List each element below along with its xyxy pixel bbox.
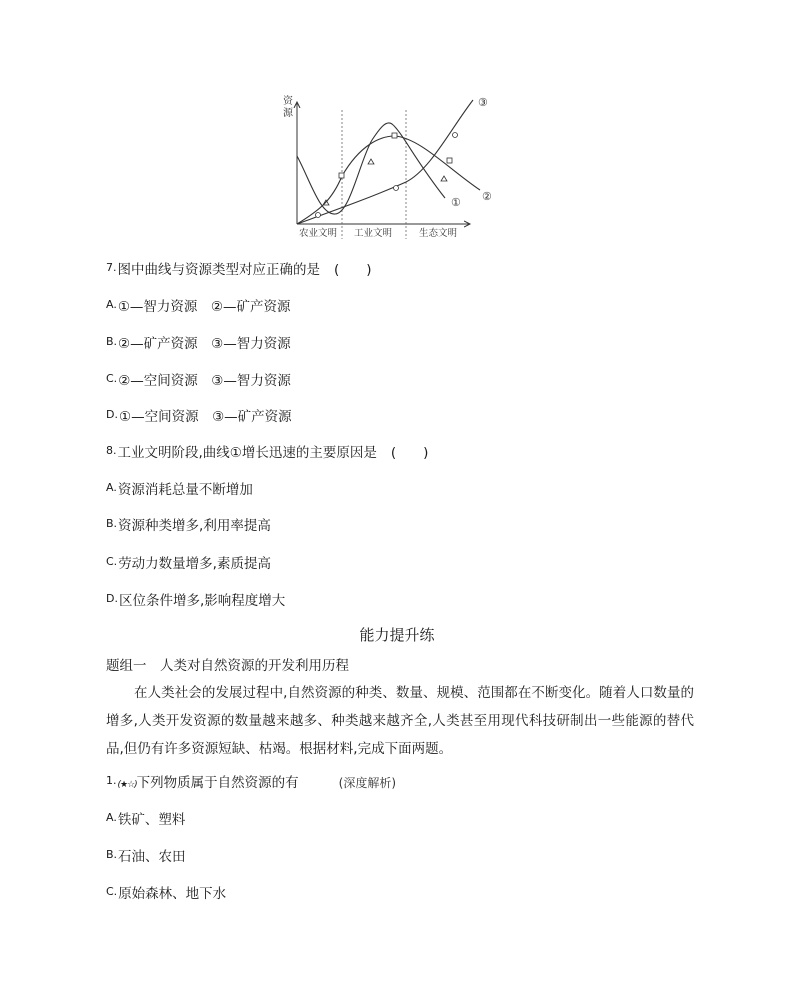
material-text: 在人类社会的发展过程中,自然资源的种类、数量、规模、范围都在不断变化。随着人口数量的增多,人类开发资源的数量越来越多、种类越来越齐全,人类甚至用现代科技研制出一些能源的替代品,但仍有许多资源短缺、枯竭。根据材料,完成下面两题。	[106, 685, 694, 757]
curve-2	[297, 136, 480, 224]
option-letter: C.	[106, 885, 118, 898]
option-letter: B.	[106, 848, 118, 861]
analysis-tag[interactable]: (深度解析)	[338, 776, 397, 790]
y-axis-label-2: 源	[283, 108, 293, 119]
question-text: 工业文明阶段,曲线①增长迅速的主要原因是	[117, 445, 377, 461]
option-text: 原始森林、地下水	[118, 886, 227, 902]
option-letter: A.	[106, 298, 117, 311]
answer-blank: ( )	[390, 445, 429, 461]
option-text: 区位条件增多,影响程度增大	[118, 593, 286, 609]
resource-curve-figure	[280, 90, 510, 250]
question-7-stem	[106, 259, 372, 279]
option-text: ②—矿产资源 ③—智力资源	[118, 336, 291, 352]
y-axis-label-1: 资	[283, 96, 293, 107]
q1-option-c[interactable]	[106, 883, 226, 903]
option-letter: D.	[106, 408, 118, 421]
resource-curve-svg	[280, 90, 510, 250]
option-text: ②—空间资源 ③—智力资源	[118, 373, 291, 389]
material-paragraph	[106, 679, 694, 763]
q1-option-a[interactable]	[106, 809, 185, 829]
q7-option-d[interactable]	[106, 406, 292, 426]
curve-label-2: ②	[482, 190, 492, 203]
q7-option-c[interactable]	[106, 370, 291, 390]
era-label-agriculture: 农业文明	[299, 228, 338, 239]
q7-option-a[interactable]	[106, 296, 291, 316]
q8-option-d[interactable]	[106, 590, 285, 610]
q7-option-b[interactable]	[106, 333, 291, 353]
question-number: 7.	[106, 261, 117, 274]
question-number: 1.	[106, 774, 117, 787]
curve-label-1: ①	[451, 196, 461, 209]
q8-option-c[interactable]	[106, 553, 271, 573]
answer-blank: ( )	[334, 262, 372, 278]
q1-option-b[interactable]	[106, 846, 186, 866]
curve-label-3: ③	[478, 96, 488, 109]
option-text: 资源种类增多,利用率提高	[118, 518, 271, 534]
option-letter: A.	[106, 811, 117, 824]
question-8-stem	[106, 442, 428, 462]
q8-option-b[interactable]	[106, 515, 271, 535]
option-text: 石油、农田	[118, 849, 186, 865]
difficulty-stars: (★☆)	[117, 780, 137, 790]
question-number: 8.	[106, 444, 117, 457]
question-text: 图中曲线与资源类型对应正确的是	[117, 262, 320, 278]
question-text: 下列物质属于自然资源的有	[136, 775, 299, 791]
option-letter: C.	[106, 555, 118, 568]
option-text: 资源消耗总量不断增加	[117, 482, 253, 498]
option-letter: B.	[106, 335, 118, 348]
option-letter: D.	[106, 592, 118, 605]
option-text: 劳动力数量增多,素质提高	[118, 556, 271, 572]
option-text: ①—智力资源 ②—矿产资源	[117, 299, 291, 315]
option-letter: C.	[106, 372, 118, 385]
section-title: 能力提升练	[359, 626, 435, 644]
option-letter: A.	[106, 481, 117, 494]
era-label-ecology: 生态文明	[419, 228, 458, 239]
option-text: 铁矿、塑料	[117, 812, 186, 828]
option-text: ①—空间资源 ③—矿产资源	[118, 409, 292, 425]
question-1-stem	[106, 772, 396, 794]
era-label-industry: 工业文明	[354, 228, 393, 239]
option-letter: B.	[106, 517, 118, 530]
q8-option-a[interactable]	[106, 479, 253, 499]
group-heading: 题组一 人类对自然资源的开发利用历程	[106, 658, 349, 674]
